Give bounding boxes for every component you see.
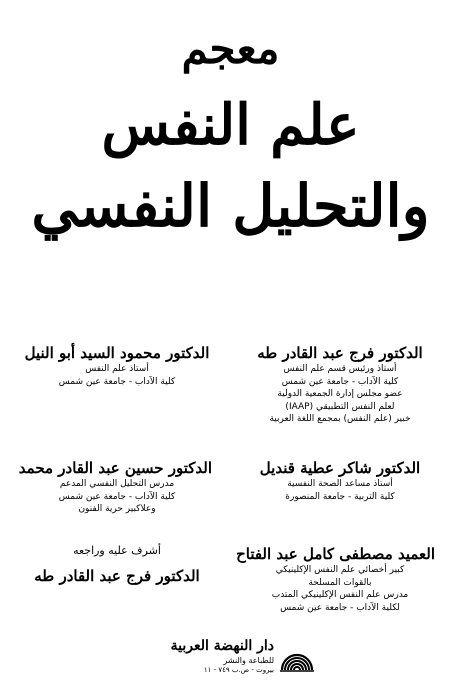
author-affiliation-line: كلية الآداب - جامعة عين شمس	[58, 376, 176, 387]
author-name: الدكتور فرج عبد القادر طه	[257, 344, 423, 362]
publisher-logo-icon	[278, 636, 316, 672]
author-name: الدكتور محمود السيد أبو النيل	[24, 344, 210, 362]
author-name: الدكتور شاكر عطية قنديل	[259, 459, 421, 477]
author-affiliation-line: بالقوات المسلحة	[308, 577, 372, 588]
author-affiliation-line: وعلاكبير حرية الفنون	[78, 504, 156, 514]
author-block-right-2	[245, 458, 435, 503]
author-affiliation-line: أستاذ مساعد الصحة النفسية	[287, 479, 393, 489]
author-block-left-2	[18, 458, 212, 516]
supervised-by-label: أشرف عليه وراجعه	[73, 544, 161, 557]
author-name: العميد مصطفى كامل عبد الفتاح	[236, 545, 435, 563]
publisher-imprint	[150, 636, 316, 676]
author-affiliation-line: مدرس التحليل النفسي المدعم	[59, 479, 175, 489]
author-affiliation-line: كلية التربية - جامعة المنصورة	[285, 491, 395, 502]
author-affiliation-line: كلية الآداب - جامعة عين شمس	[58, 491, 176, 502]
title-line-1: معجم	[181, 24, 280, 73]
title-line-2: علم النفس	[101, 92, 360, 158]
publisher-address: بيروت - ص.ب ٧٤٩ - ١١	[203, 666, 274, 674]
publisher-subtitle: للطباعة والنشر	[223, 656, 274, 665]
author-block-right-3	[236, 544, 435, 614]
editor-block	[22, 544, 212, 586]
author-affiliation-line: أستاذ ورئيس قسم علم النفس	[283, 364, 397, 374]
title-line-3: والتحليل النفسي	[31, 172, 430, 240]
author-affiliation-line: مدرس علم النفس الإكلينيكي المتدب	[271, 590, 409, 600]
publisher-name: دار النهضة العربية	[170, 638, 274, 654]
author-block-left-1	[22, 343, 212, 388]
author-affiliation-line: لكلية الآداب - جامعة عين شمس	[280, 602, 400, 613]
author-block-right-1	[245, 343, 435, 426]
author-affiliation-line: أستاذ علم النفس	[85, 364, 149, 374]
author-affiliation-line: عضو مجلس إدارة الجمعية الدولية	[277, 389, 403, 399]
author-name: الدكتور حسين عبد القادر محمد	[18, 459, 212, 477]
author-affiliation-line: كلية الآداب - جامعة عين شمس	[281, 376, 399, 387]
author-affiliation-line: خبير (علم النفس) بمجمع اللغة العربية	[269, 414, 411, 424]
editor-name: الدكتور فرج عبد القادر طه	[34, 567, 200, 585]
author-affiliation-line: لعلم النفس التطبيقي (IAAP)	[285, 401, 395, 412]
author-affiliation-line: كبير أخصائي علم النفس الإكلينيكي	[275, 565, 405, 575]
